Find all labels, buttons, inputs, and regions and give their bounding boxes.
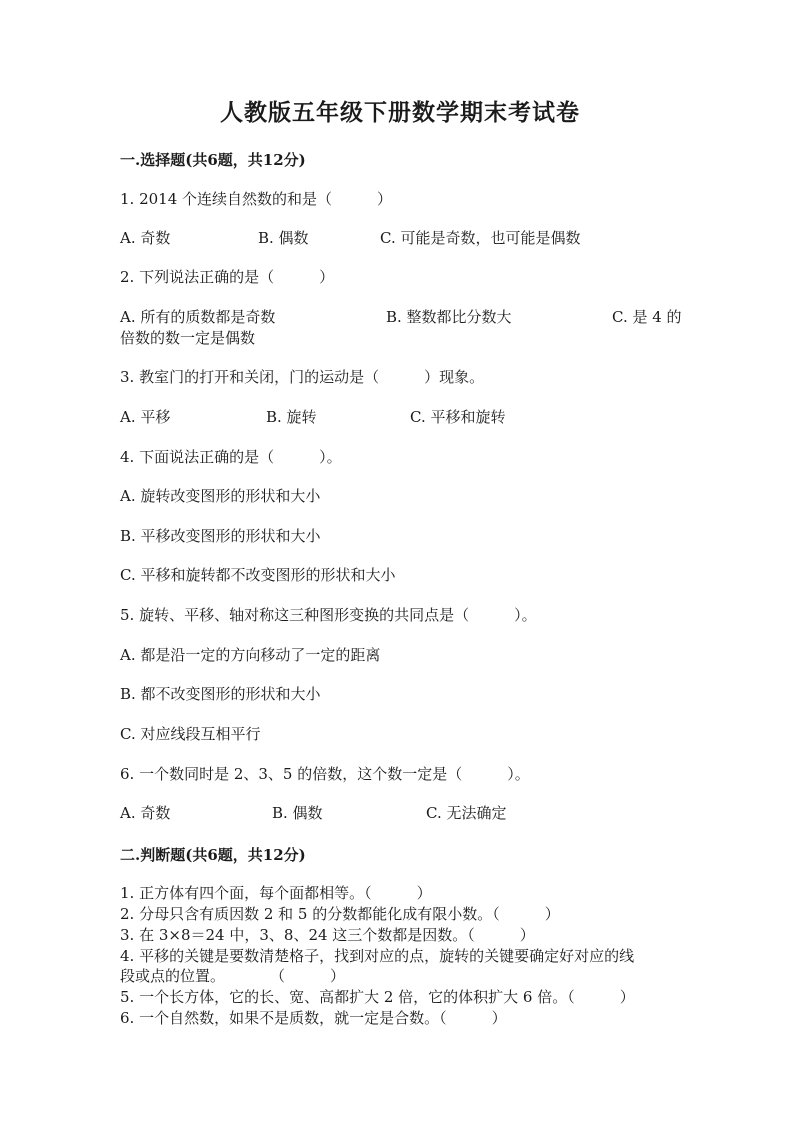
question-6: 6. 一个数同时是 2、3、5 的倍数，这个数一定是（ ）。 bbox=[120, 765, 530, 783]
q6-option-c: C. 无法确定 bbox=[426, 804, 507, 822]
q3-option-c: C. 平移和旋转 bbox=[410, 408, 506, 426]
q6-option-b: B. 偶数 bbox=[272, 804, 323, 822]
q3-option-a: A. 平移 bbox=[120, 408, 171, 426]
judgement-item-1: 1. 正方体有四个面，每个面都相等。（ ） bbox=[120, 884, 432, 902]
q5-option-a: A. 都是沿一定的方向移动了一定的距离 bbox=[120, 646, 381, 664]
q2-option-a: A. 所有的质数都是奇数 bbox=[120, 308, 276, 326]
q4-option-b: B. 平移改变图形的形状和大小 bbox=[120, 527, 321, 545]
question-4: 4. 下面说法正确的是（ ）。 bbox=[120, 448, 342, 466]
q5-option-b: B. 都不改变图形的形状和大小 bbox=[120, 685, 321, 703]
q1-option-c: C. 可能是奇数，也可能是偶数 bbox=[380, 229, 581, 247]
q3-option-b: B. 旋转 bbox=[266, 408, 317, 426]
judgement-item-4-continued: 段或点的位置。 （ ） bbox=[120, 967, 346, 985]
judgement-item-2: 2. 分母只含有质因数 2 和 5 的分数都能化成有限小数。（ ） bbox=[120, 905, 560, 923]
q6-option-a: A. 奇数 bbox=[120, 804, 171, 822]
q4-option-a: A. 旋转改变图形的形状和大小 bbox=[120, 487, 321, 505]
judgement-item-3: 3. 在 3×8＝24 中，3、8、24 这三个数都是因数。（ ） bbox=[120, 926, 535, 944]
judgement-item-4: 4. 平移的关键是要数清楚格子，找到对应的点，旋转的关键要确定好对应的线 bbox=[120, 947, 635, 965]
q1-option-b: B. 偶数 bbox=[258, 229, 309, 247]
page-title: 人教版五年级下册数学期末考试卷 bbox=[220, 99, 580, 126]
q1-option-a: A. 奇数 bbox=[120, 229, 171, 247]
judgement-item-5: 5. 一个长方体，它的长、宽、高都扩大 2 倍，它的体积扩大 6 倍。（ ） bbox=[120, 988, 635, 1006]
section-heading-choice: 一.选择题(共6题，共12分) bbox=[120, 151, 306, 169]
judgement-item-6: 6. 一个自然数，如果不是质数，就一定是合数。（ ） bbox=[120, 1009, 507, 1027]
question-2: 2. 下列说法正确的是（ ） bbox=[120, 268, 335, 286]
question-3: 3. 教室门的打开和关闭，门的运动是（ ）现象。 bbox=[120, 368, 485, 386]
question-1: 1. 2014 个连续自然数的和是（ ） bbox=[120, 190, 393, 208]
q4-option-c: C. 平移和旋转都不改变图形的形状和大小 bbox=[120, 566, 396, 584]
q2-option-c-continued: 倍数的数一定是偶数 bbox=[120, 329, 256, 347]
q2-option-b: B. 整数都比分数大 bbox=[386, 308, 512, 326]
q2-option-c: C. 是 4 的 bbox=[612, 308, 682, 326]
q5-option-c: C. 对应线段互相平行 bbox=[120, 725, 261, 743]
question-5: 5. 旋转、平移、轴对称这三种图形变换的共同点是（ ）。 bbox=[120, 606, 537, 624]
section-heading-judgement: 二.判断题(共6题，共12分) bbox=[120, 846, 306, 864]
